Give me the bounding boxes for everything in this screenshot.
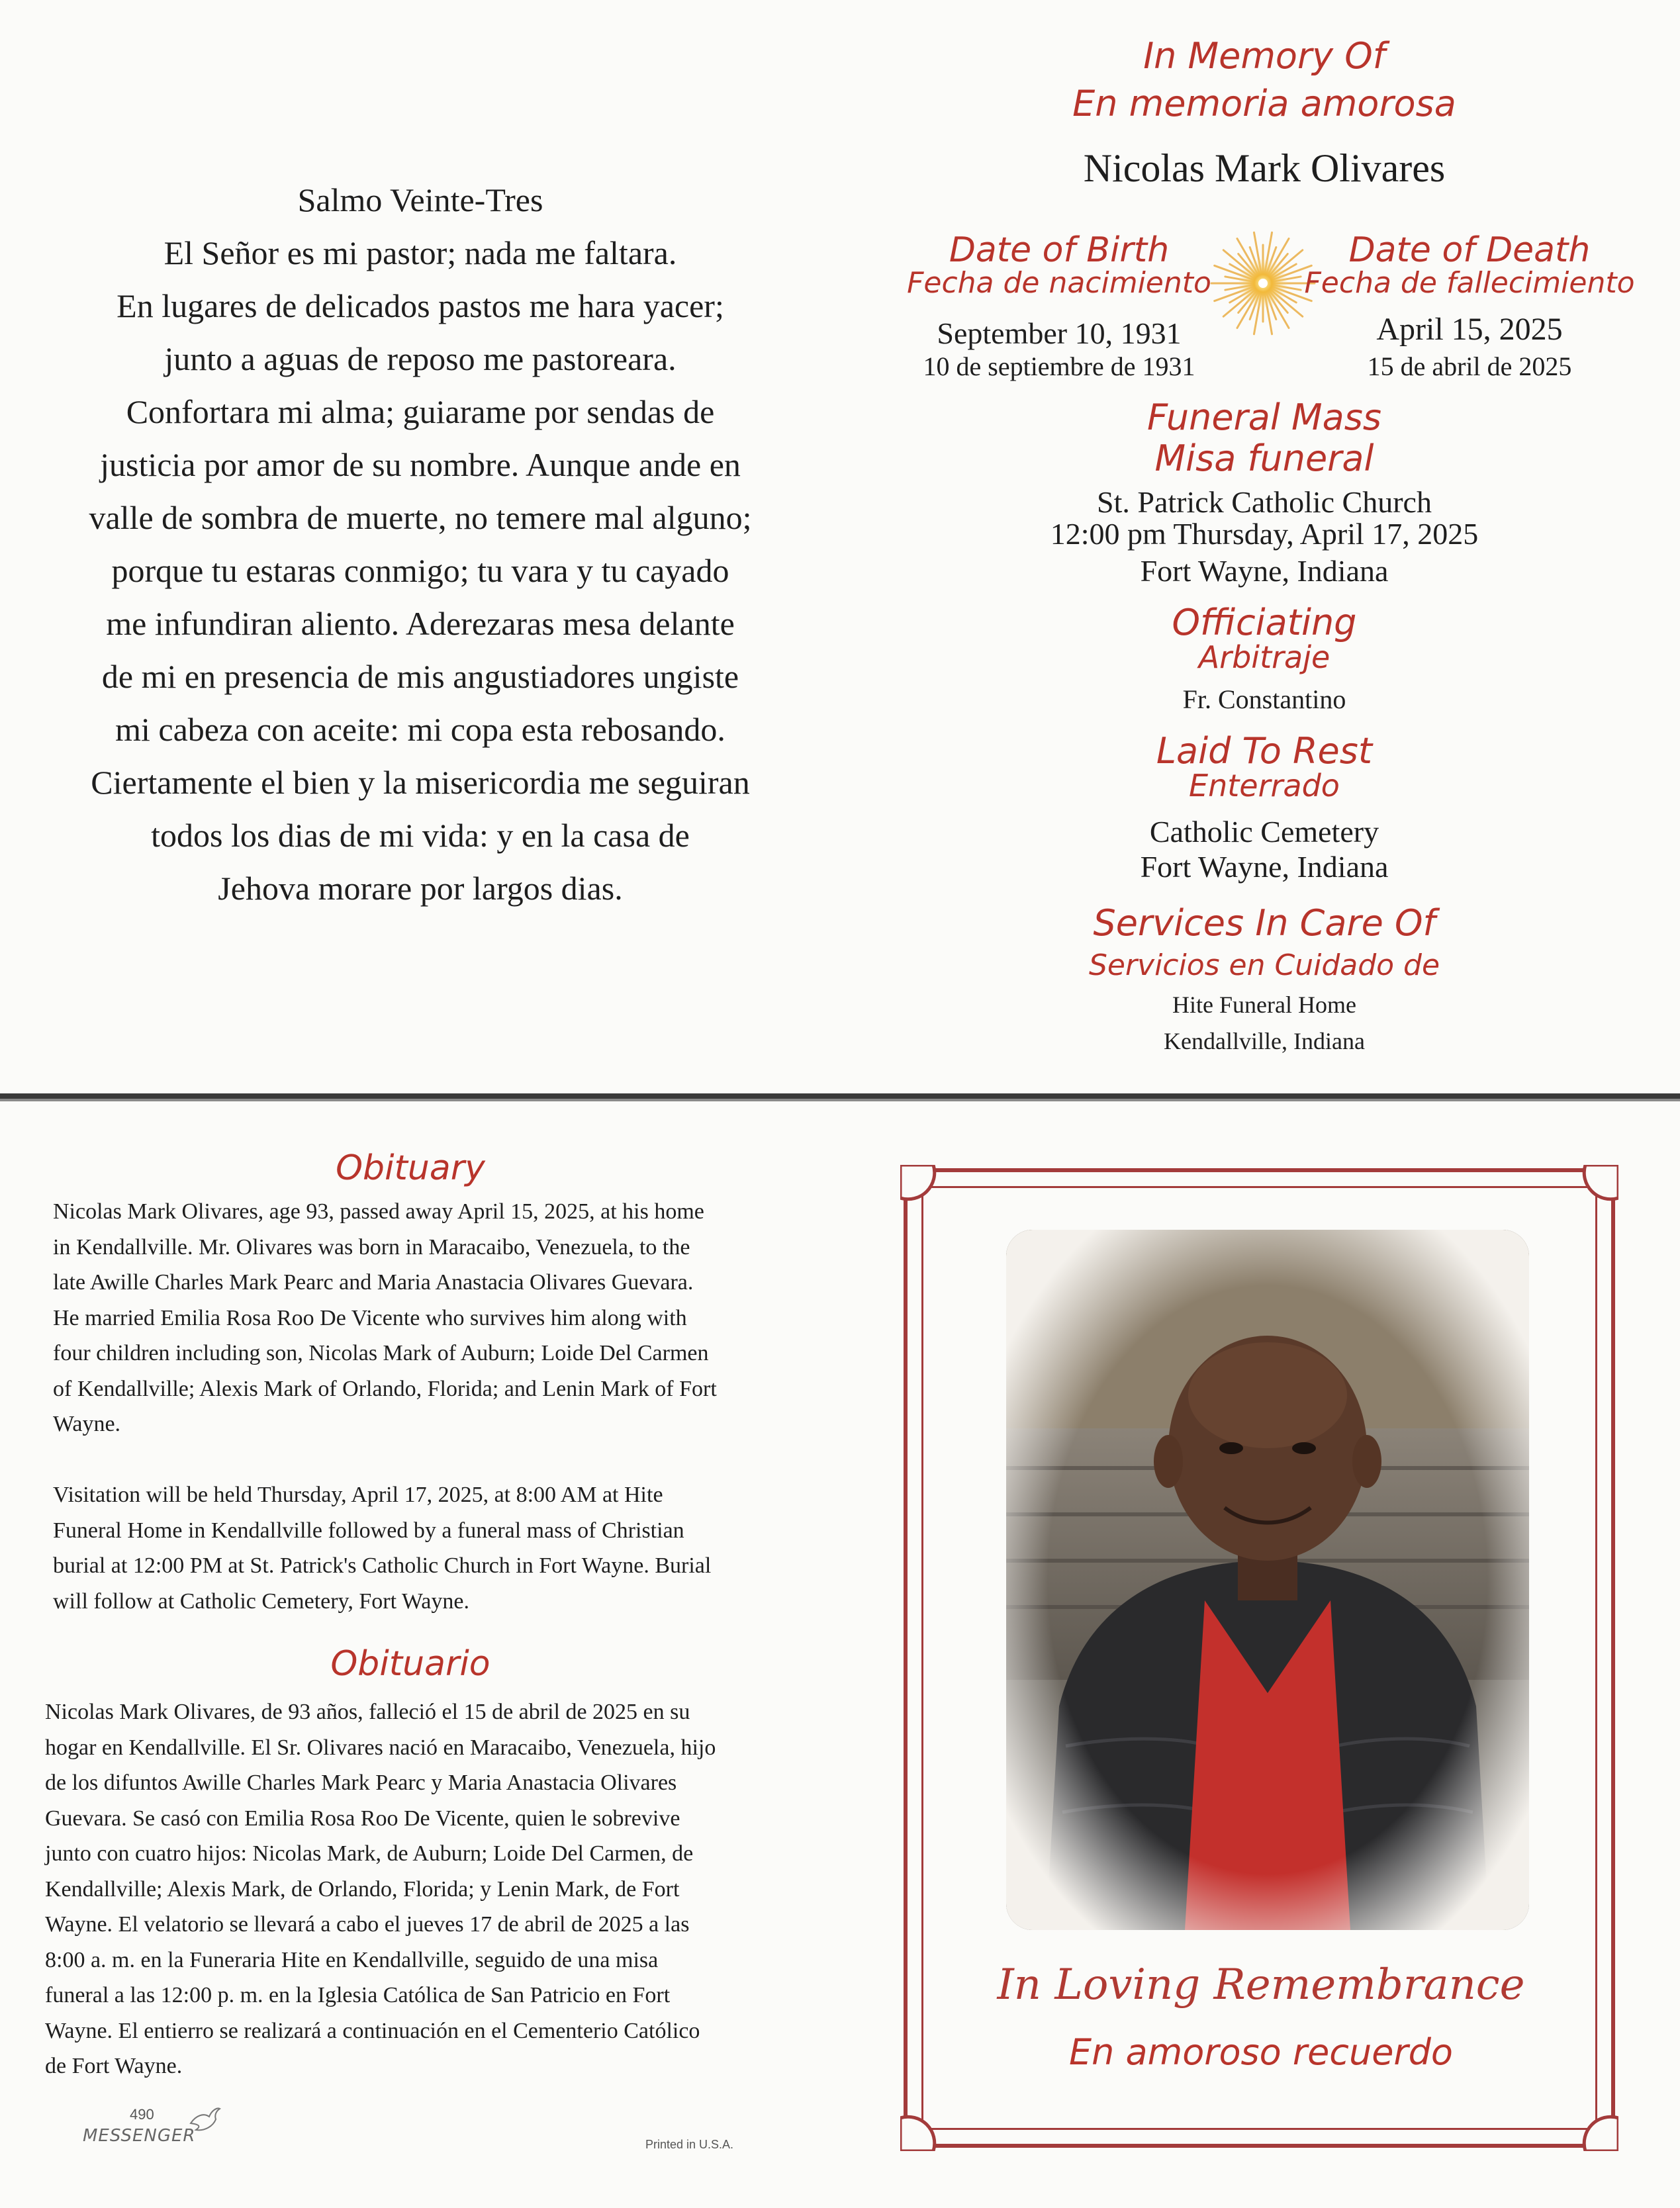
psalm-line: mi cabeza con aceite: mi copa esta rebosando. [115, 711, 725, 748]
obituary-en-paragraph-1 [53, 1194, 801, 1442]
psalm-line: porque tu estaras conmigo; tu vara y tu cayado [111, 552, 729, 589]
obituary-line: Guevara. Se casó con Emilia Rosa Roo De Vicente, quien le sobrevive [45, 1806, 680, 1831]
mass-church: St. Patrick Catholic Church [1097, 485, 1432, 519]
death-date-en: April 15, 2025 [1376, 312, 1563, 347]
death-date-es: 15 de abril de 2025 [1367, 351, 1572, 381]
obituary-line: will follow at Catholic Cemetery, Fort Wayne. [53, 1588, 469, 1614]
psalm-line: junto a aguas de reposo me pastoreara. [164, 340, 677, 377]
psalm-line: justicia por amor de su nombre. Aunque ande en [100, 446, 741, 483]
birth-label-en: Date of Birth [949, 230, 1170, 270]
psalm-line: Jehova morare por largos dias. [218, 870, 623, 907]
birth-label-es: Fecha de nacimiento [907, 266, 1211, 300]
obituary-line: Kendallville; Alexis Mark, de Orlando, Florida; y Lenin Mark, de Fort [45, 1876, 680, 1902]
fold-divider-shadow [0, 1099, 1680, 1101]
obituary-line: junto con cuatro hijos: Nicolas Mark, de Auburn; Loide Del Carmen, de [45, 1841, 694, 1866]
obituary-line: of Kendallville; Alexis Mark of Orlando, Florida; and Lenin Mark of Fort [53, 1376, 717, 1401]
psalm-23 [33, 173, 808, 915]
cemetery-name: Catholic Cemetery [1149, 815, 1379, 849]
funeral-home-place: Kendallville, Indiana [1164, 1028, 1365, 1054]
obituary-line: de Fort Wayne. [45, 2054, 183, 2078]
psalm-line: En lugares de delicados pastos me hara yacer; [117, 287, 724, 324]
psalm-line: de mi en presencia de mis angustiadores ungiste [101, 658, 739, 695]
obituary-en-paragraph-2 [53, 1477, 801, 1619]
rest-label-es: Enterrado [1189, 768, 1340, 804]
obituary-line: Funeral Home in Kendallville followed by a funeral mass of Christian [53, 1518, 684, 1543]
psalm-line: El Señor es mi pastor; nada me faltara. [163, 234, 677, 271]
fold-divider [0, 1093, 1680, 1099]
funeral-home: Hite Funeral Home [1172, 991, 1356, 1018]
obituary-line: Nicolas Mark Olivares, de 93 años, falleció el 15 de abril de 2025 en su [45, 1700, 690, 1724]
obituary-line: He married Emilia Rosa Roo De Vicente who survives him along with [53, 1305, 687, 1330]
obituary-heading-es: Obituario [330, 1644, 490, 1684]
dove-icon [187, 2103, 222, 2137]
rest-label-en: Laid To Rest [1156, 730, 1373, 772]
obituary-line: funeral a las 12:00 p. m. en la Iglesia Católica de San Patricio en Fort [45, 1983, 671, 2007]
psalm-line: Ciertamente el bien y la misericordia me seguiran [91, 764, 750, 801]
officiant-name: Fr. Constantino [1182, 684, 1346, 714]
obituary-line: burial at 12:00 PM at St. Patrick's Catholic Church in Fort Wayne. Burial [53, 1553, 712, 1578]
psalm-line: valle de sombra de muerte, no temere mal alguno; [89, 499, 752, 536]
mass-place: Fort Wayne, Indiana [1140, 554, 1389, 588]
care-label-en: Services In Care Of [1093, 902, 1436, 944]
cemetery-place: Fort Wayne, Indiana [1140, 850, 1389, 884]
birth-date-en: September 10, 1931 [937, 316, 1182, 350]
obituary-line: 8:00 a. m. en la Funeraria Hite en Kendallville, seguido de una misa [45, 1947, 659, 1972]
obituary-line: hogar en Kendallville. El Sr. Olivares nació en Maracaibo, Venezuela, hijo [45, 1735, 716, 1760]
obituary-line: Wayne. El velatorio se llevará a cabo el jueves 17 de abril de 2025 a las [45, 1912, 690, 1937]
product-number: 490 [130, 2106, 154, 2123]
psalm-title: Salmo Veinte-Tres [297, 181, 543, 218]
psalm-line: todos los dias de mi vida: y en la casa de [151, 817, 690, 854]
psalm-line: me infundiran aliento. Aderezaras mesa delante [106, 605, 735, 642]
obituary-line: Visitation will be held Thursday, April 17, 2025, at 8:00 AM at Hite [53, 1483, 663, 1507]
officiating-label-es: Arbitraje [1198, 639, 1330, 675]
psalm-line: Confortara mi alma; guiarame por sendas de [126, 393, 715, 430]
obituary-line: Nicolas Mark Olivares, age 93, passed away April 15, 2025, at his home [53, 1199, 704, 1224]
mass-label-es: Misa funeral [1154, 437, 1374, 479]
obituary-line: de los difuntos Awille Charles Mark Pearc y Maria Anastacia Olivares [45, 1771, 677, 1795]
cover-title-es: En amoroso recuerdo [1069, 2031, 1453, 2073]
obituary-heading-en: Obituary [336, 1148, 485, 1188]
deceased-name: Nicolas Mark Olivares [1083, 146, 1446, 190]
obituary-es-paragraph [45, 1694, 806, 2084]
memory-heading-en: In Memory Of [1143, 35, 1385, 77]
mass-time: 12:00 pm Thursday, April 17, 2025 [1050, 517, 1479, 551]
messenger-logo: MESSENGER [83, 2126, 196, 2146]
officiating-label-en: Officiating [1172, 602, 1357, 643]
memory-heading-es: En memoria amorosa [1072, 83, 1456, 124]
death-label-en: Date of Death [1348, 230, 1591, 270]
obituary-line: Wayne. El entierro se realizará a continuación en el Cementerio Católico [45, 2018, 700, 2043]
obituary-line: in Kendallville. Mr. Olivares was born in Maracaibo, Venezuela, to the [53, 1234, 690, 1260]
portrait-figure [1006, 1230, 1529, 1930]
obituary-line: late Awille Charles Mark Pearc and Maria Anastacia Olivares Guevara. [53, 1270, 694, 1295]
cover-title-en: In Loving Remembrance [997, 1960, 1525, 2009]
birth-date-es: 10 de septiembre de 1931 [923, 351, 1195, 381]
mass-label-en: Funeral Mass [1147, 396, 1381, 438]
obituary-line: Wayne. [53, 1412, 121, 1436]
portrait-photo [1006, 1230, 1529, 1930]
death-label-es: Fecha de fallecimiento [1304, 266, 1635, 300]
care-label-es: Servicios en Cuidado de [1088, 948, 1440, 982]
printed-in-usa: Printed in U.S.A. [645, 2138, 734, 2151]
obituary-line: four children including son, Nicolas Mark of Auburn; Loide Del Carmen [53, 1341, 709, 1365]
